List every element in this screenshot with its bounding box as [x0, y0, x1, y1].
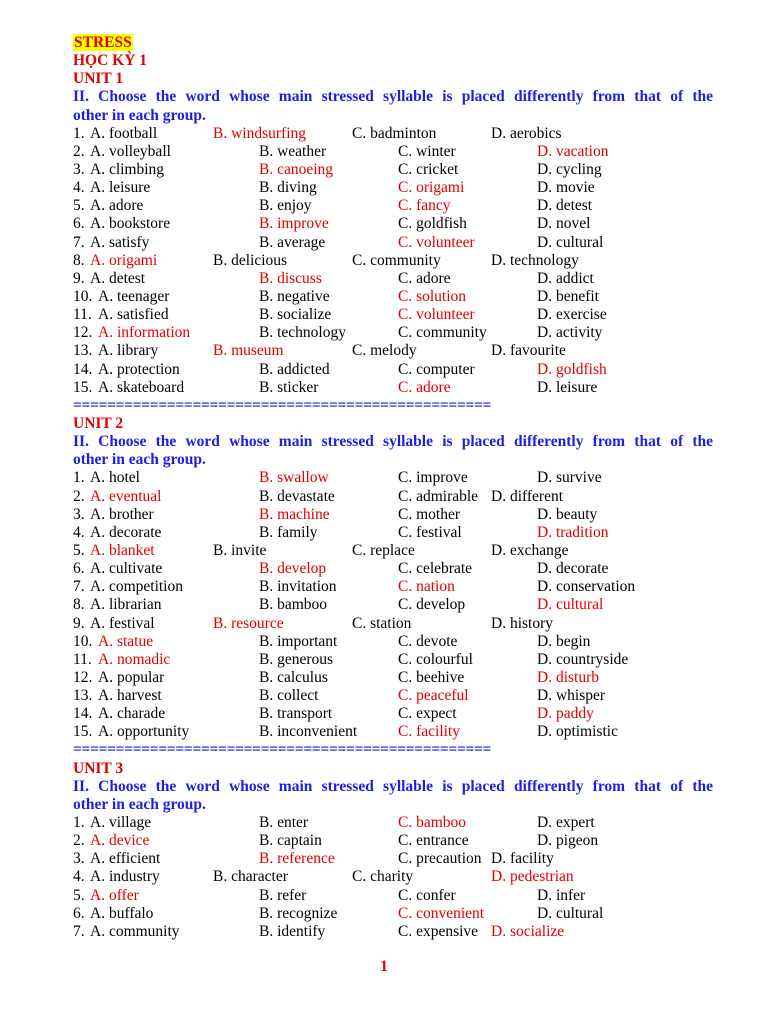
option-c: C. melody [352, 342, 417, 360]
question-row [73, 197, 713, 215]
option-d: D. favourite [491, 342, 566, 360]
option-a: A. festival [90, 614, 155, 632]
option-b: B. important [259, 632, 338, 650]
question-row [73, 542, 713, 560]
option-c: C. winter [398, 142, 456, 160]
question-number: 2. [73, 832, 85, 850]
option-d: D. decorate [537, 560, 609, 578]
option-c: C. adore [398, 269, 451, 287]
question-row [73, 342, 713, 360]
option-a: A. librarian [90, 596, 162, 614]
option-c: C. celebrate [398, 560, 473, 578]
option-d: D. pigeon [537, 832, 599, 850]
option-a: A. satisfy [90, 233, 150, 251]
question-row [73, 560, 713, 578]
question-number: 15. [73, 723, 93, 741]
option-c: C. goldfish [398, 215, 467, 233]
option-b: B. enjoy [259, 197, 312, 215]
option-d: D. disturb [537, 668, 599, 686]
question-number: 1. [73, 124, 85, 142]
question-row [73, 723, 713, 741]
unit-heading: UNIT 3 [73, 759, 124, 777]
option-d: D. activity [537, 324, 603, 342]
question-number: 5. [73, 197, 85, 215]
option-b: B. enter [259, 814, 309, 832]
option-d: D. addict [537, 269, 594, 287]
option-b: B. improve [259, 215, 329, 233]
option-b: B. bamboo [259, 596, 328, 614]
option-a: A. efficient [90, 850, 161, 868]
option-b: B. family [259, 523, 318, 541]
option-b: B. addicted [259, 360, 330, 378]
question-number: 11. [73, 306, 92, 324]
option-c: C. solution [398, 287, 467, 305]
unit-section [73, 415, 713, 760]
option-a: A. community [90, 922, 180, 940]
option-c: C. origami [398, 179, 465, 197]
option-c: C. station [352, 614, 412, 632]
option-a: A. competition [90, 578, 183, 596]
option-c: C. volunteer [398, 306, 475, 324]
option-b: B. invite [213, 541, 267, 559]
option-a: A. information [98, 324, 191, 342]
option-b: B. weather [259, 142, 327, 160]
question-row [73, 814, 713, 832]
option-b: B. socialize [259, 306, 332, 324]
option-c: C. fancy [398, 197, 451, 215]
option-b: B. invitation [259, 578, 337, 596]
question-row [73, 469, 713, 487]
option-b: B. collect [259, 687, 319, 705]
question-number: 12. [73, 324, 93, 342]
question-row [73, 596, 713, 614]
option-d: D. different [491, 487, 564, 505]
option-a: A. popular [98, 668, 165, 686]
option-b: B. average [259, 233, 326, 251]
question-number: 8. [73, 596, 85, 614]
option-b: B. delicious [213, 251, 288, 269]
option-d: D. cultural [537, 233, 604, 251]
option-a: A. protection [98, 360, 180, 378]
option-d: D. benefit [537, 287, 599, 305]
option-b: B. museum [213, 342, 284, 360]
question-row [73, 270, 713, 288]
option-b: B. negative [259, 287, 330, 305]
question-row [73, 125, 713, 143]
option-a: A. village [90, 814, 152, 832]
question-number: 4. [73, 523, 85, 541]
option-c: C. admirable [398, 487, 479, 505]
option-c: C. develop [398, 596, 466, 614]
option-b: B. reference [259, 850, 335, 868]
option-b: B. swallow [259, 469, 329, 487]
question-row [73, 868, 713, 886]
option-a: A. detest [90, 269, 146, 287]
question-row [73, 850, 713, 868]
question-row [73, 887, 713, 905]
question-number: 5. [73, 541, 85, 559]
question-number: 14. [73, 360, 93, 378]
option-d: D. pedestrian [491, 868, 574, 886]
question-number: 5. [73, 886, 85, 904]
option-c: C. replace [352, 541, 415, 559]
question-number: 3. [73, 505, 85, 523]
unit-heading: UNIT 2 [73, 414, 124, 432]
question-number: 9. [73, 269, 85, 287]
option-c: C. adore [398, 378, 451, 396]
option-d: D. socialize [491, 922, 565, 940]
question-number: 4. [73, 868, 85, 886]
option-d: D. conservation [537, 578, 636, 596]
question-row [73, 524, 713, 542]
option-a: A. statue [98, 632, 154, 650]
question-number: 6. [73, 560, 85, 578]
question-row [73, 669, 713, 687]
option-a: A. leisure [90, 179, 151, 197]
option-d: D. countryside [537, 650, 629, 668]
title-highlight: STRESS [74, 34, 132, 51]
question-number: 1. [73, 469, 85, 487]
option-c: C. colourful [398, 650, 473, 668]
option-b: B. canoeing [259, 160, 334, 178]
question-row [73, 687, 713, 705]
question-row [73, 615, 713, 633]
option-a: A. eventual [90, 487, 162, 505]
option-d: D. infer [537, 886, 586, 904]
unit-section [73, 70, 713, 415]
option-a: A. buffalo [90, 904, 154, 922]
question-row [73, 161, 713, 179]
question-row [73, 905, 713, 923]
option-b: B. machine [259, 505, 330, 523]
question-number: 11. [73, 650, 92, 668]
option-c: C. volunteer [398, 233, 475, 251]
question-number: 12. [73, 668, 93, 686]
question-number: 7. [73, 578, 85, 596]
question-number: 6. [73, 215, 85, 233]
option-a: A. football [90, 124, 158, 142]
option-b: B. generous [259, 650, 334, 668]
option-b: B. transport [259, 705, 333, 723]
option-b: B. sticker [259, 378, 319, 396]
term-heading: HỌC KỲ 1 [73, 52, 148, 70]
question-row [73, 651, 713, 669]
option-c: C. nation [398, 578, 455, 596]
question-number: 6. [73, 904, 85, 922]
question-number: 7. [73, 233, 85, 251]
option-d: D. technology [491, 251, 579, 269]
option-d: D. exercise [537, 306, 607, 324]
document-title [73, 34, 713, 52]
instruction-line: other in each group. [73, 451, 206, 469]
option-b: B. identify [259, 922, 326, 940]
option-d: D. survive [537, 469, 602, 487]
question-row [73, 633, 713, 651]
option-a: A. teenager [98, 287, 170, 305]
option-d: D. begin [537, 632, 591, 650]
section-separator: ================================================= [73, 396, 492, 414]
question-number: 2. [73, 487, 85, 505]
question-number: 15. [73, 378, 93, 396]
option-b: B. character [213, 868, 288, 886]
option-a: A. nomadic [98, 650, 171, 668]
option-c: C. community [398, 324, 487, 342]
option-d: D. cultural [537, 904, 604, 922]
question-number: 13. [73, 342, 93, 360]
option-c: C. festival [398, 523, 462, 541]
question-row [73, 179, 713, 197]
option-a: A. bookstore [90, 215, 171, 233]
option-c: C. expect [398, 705, 457, 723]
option-c: C. mother [398, 505, 460, 523]
unit-section [73, 760, 713, 941]
question-row [73, 578, 713, 596]
option-b: B. windsurfing [213, 124, 306, 142]
question-row [73, 324, 713, 342]
question-number: 8. [73, 251, 85, 269]
option-a: A. origami [90, 251, 158, 269]
option-a: A. device [90, 832, 150, 850]
option-a: A. opportunity [98, 723, 190, 741]
question-row [73, 252, 713, 270]
option-a: A. adore [90, 197, 144, 215]
option-d: D. optimistic [537, 723, 618, 741]
question-row [73, 306, 713, 324]
question-row [73, 705, 713, 723]
option-a: A. cultivate [90, 560, 163, 578]
option-d: D. facility [491, 850, 554, 868]
question-row [73, 215, 713, 233]
option-b: B. discuss [259, 269, 322, 287]
option-a: A. hotel [90, 469, 140, 487]
question-row [73, 923, 713, 941]
option-c: C. cricket [398, 160, 459, 178]
option-c: C. beehive [398, 668, 465, 686]
option-d: D. cycling [537, 160, 602, 178]
question-number: 9. [73, 614, 85, 632]
option-c: C. entrance [398, 832, 469, 850]
option-a: A. satisfied [98, 306, 169, 324]
option-b: B. inconvenient [259, 723, 358, 741]
instruction-line: other in each group. [73, 795, 206, 813]
instruction-line: other in each group. [73, 106, 206, 124]
section-separator: ================================================= [73, 741, 492, 759]
question-row [73, 506, 713, 524]
option-c: C. bamboo [398, 814, 467, 832]
question-number: 4. [73, 179, 85, 197]
question-number: 1. [73, 814, 85, 832]
option-a: A. library [98, 342, 159, 360]
question-number: 13. [73, 687, 93, 705]
option-d: D. beauty [537, 505, 598, 523]
document-page [73, 34, 713, 941]
option-d: D. detest [537, 197, 593, 215]
option-d: D. leisure [537, 378, 598, 396]
option-b: B. develop [259, 560, 327, 578]
option-c: C. badminton [352, 124, 437, 142]
option-b: B. captain [259, 832, 322, 850]
option-d: D. novel [537, 215, 591, 233]
question-row [73, 288, 713, 306]
question-number: 2. [73, 142, 85, 160]
option-c: C. convenient [398, 904, 485, 922]
option-a: A. brother [90, 505, 154, 523]
option-a: A. charade [98, 705, 166, 723]
option-c: C. peaceful [398, 687, 469, 705]
option-a: A. climbing [90, 160, 165, 178]
unit-heading: UNIT 1 [73, 70, 124, 88]
page-number: 1 [380, 958, 388, 975]
option-d: D. paddy [537, 705, 594, 723]
option-c: C. precaution [398, 850, 482, 868]
option-d: D. exchange [491, 541, 569, 559]
question-number: 14. [73, 705, 93, 723]
question-row [73, 361, 713, 379]
option-a: A. blanket [90, 541, 155, 559]
question-row [73, 234, 713, 252]
option-c: C. devote [398, 632, 458, 650]
option-b: B. diving [259, 179, 317, 197]
option-b: B. refer [259, 886, 307, 904]
option-d: D. movie [537, 179, 595, 197]
option-c: C. expensive [398, 922, 479, 940]
option-b: B. calculus [259, 668, 328, 686]
question-row [73, 488, 713, 506]
question-number: 3. [73, 160, 85, 178]
units-container [73, 70, 713, 941]
option-c: C. facility [398, 723, 460, 741]
option-c: C. computer [398, 360, 475, 378]
question-number: 10. [73, 287, 93, 305]
question-number: 10. [73, 632, 93, 650]
option-a: A. volleyball [90, 142, 171, 160]
option-a: A. offer [90, 886, 139, 904]
option-b: B. devastate [259, 487, 335, 505]
option-d: D. aerobics [491, 124, 562, 142]
option-c: C. charity [352, 868, 414, 886]
option-d: D. cultural [537, 596, 604, 614]
option-a: A. decorate [90, 523, 162, 541]
option-c: C. community [352, 251, 441, 269]
option-b: B. technology [259, 324, 346, 342]
option-d: D. expert [537, 814, 595, 832]
question-number: 3. [73, 850, 85, 868]
question-number: 7. [73, 922, 85, 940]
instruction-line: II. Choose the word whose main stressed syllable is placed differently from that of the [73, 777, 713, 795]
option-d: D. history [491, 614, 553, 632]
question-row [73, 379, 713, 397]
instruction-line: II. Choose the word whose main stressed syllable is placed differently from that of the [73, 88, 713, 106]
option-b: B. resource [213, 614, 284, 632]
option-d: D. vacation [537, 142, 609, 160]
option-d: D. goldfish [537, 360, 607, 378]
option-c: C. confer [398, 886, 456, 904]
option-b: B. recognize [259, 904, 338, 922]
option-a: A. industry [90, 868, 160, 886]
option-a: A. skateboard [98, 378, 185, 396]
option-d: D. tradition [537, 523, 609, 541]
question-row [73, 143, 713, 161]
option-a: A. harvest [98, 687, 162, 705]
option-d: D. whisper [537, 687, 606, 705]
question-row [73, 832, 713, 850]
option-c: C. improve [398, 469, 468, 487]
instruction-line: II. Choose the word whose main stressed syllable is placed differently from that of the [73, 433, 713, 451]
